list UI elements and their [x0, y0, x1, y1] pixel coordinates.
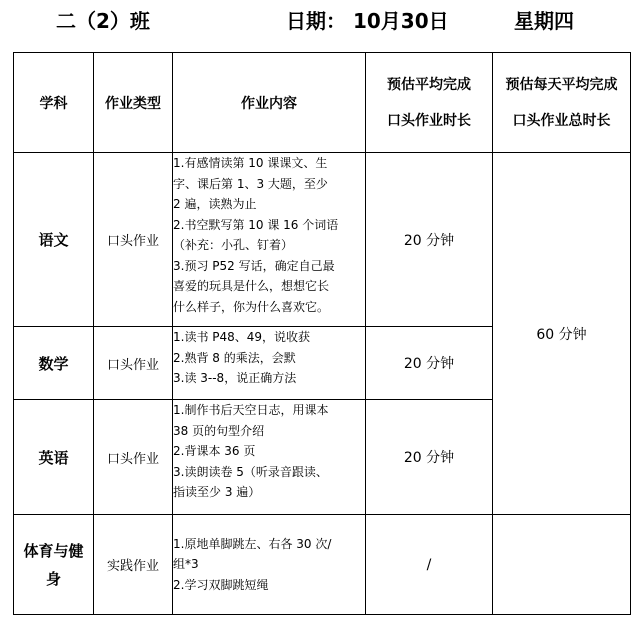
type-cell: 实践作业	[94, 515, 173, 615]
content-cell	[173, 327, 366, 400]
header-avg-time-line2: 口头作业时长	[387, 112, 471, 129]
daily-total-cell: 60 分钟	[493, 153, 631, 515]
content-line: 1.读书 P48、49，说收获	[173, 330, 311, 344]
content-line: 组*3	[173, 557, 199, 572]
table-row	[14, 153, 631, 327]
content-line: 3.读 3--8，说正确方法	[173, 371, 297, 385]
type-cell: 口头作业	[94, 400, 173, 515]
content-line: 2.熟背 8 的乘法，会默	[173, 350, 296, 365]
table-row	[14, 515, 631, 615]
content-cell	[173, 515, 366, 615]
header-type: 作业类型	[94, 53, 173, 153]
weekday-label: 星期四	[514, 9, 574, 33]
header-avg-time	[366, 53, 493, 153]
time-cell: /	[366, 515, 493, 615]
page-header	[0, 6, 642, 36]
content-line: 指读至少 3 遍）	[173, 485, 261, 499]
content-line: 字、课后第 1、3 大题，至少	[173, 176, 328, 191]
date-label: 日期： 10月30日	[286, 9, 449, 33]
content-line: 2.背课本 36 页	[173, 444, 256, 458]
class-name: 二（2）班	[56, 9, 150, 33]
content-line: 1.原地单脚跳左、右各 30 次/	[173, 536, 332, 551]
header-avg-time-line1: 预估平均完成	[387, 76, 471, 93]
subject-cell: 英语	[14, 400, 94, 515]
content-line: 1.有感情读第 10 课课文、生	[173, 156, 328, 170]
time-cell: 20 分钟	[366, 153, 493, 327]
type-cell: 口头作业	[94, 327, 173, 400]
content-line: 2.书空默写第 10 课 16 个词语	[173, 217, 339, 232]
content-cell	[173, 153, 366, 327]
time-cell: 20 分钟	[366, 400, 493, 515]
subject-cell	[14, 515, 94, 615]
content-line: 3.预习 P52 写话，确定自己最	[173, 258, 335, 273]
subject-cell: 语文	[14, 153, 94, 327]
homework-table	[13, 52, 631, 615]
header-daily-total-line2: 口头作业总时长	[512, 112, 611, 129]
header-subject: 学科	[14, 53, 94, 153]
content-line: 2.学习双脚跳短绳	[173, 577, 269, 592]
subject-line: 体育与健	[23, 541, 84, 560]
content-line: 1.制作书后天空日志，用课本	[173, 403, 329, 417]
header-daily-total-line1: 预估每天平均完成	[505, 76, 618, 93]
empty-cell	[493, 515, 631, 615]
content-line: 3.读朗读卷 5（听录音跟读、	[173, 464, 328, 479]
type-cell: 口头作业	[94, 153, 173, 327]
time-cell: 20 分钟	[366, 327, 493, 400]
content-line: 2 遍，读熟为止	[173, 197, 257, 211]
subject-cell: 数学	[14, 327, 94, 400]
header-content: 作业内容	[173, 53, 366, 153]
content-cell	[173, 400, 366, 515]
content-line: 什么样子，你为什么喜欢它。	[173, 299, 330, 314]
table-header-row	[14, 53, 631, 153]
content-line: 喜爱的玩具是什么，想想它长	[173, 279, 330, 293]
content-line: 38 页的句型介绍	[173, 423, 265, 438]
header-daily-total	[493, 53, 631, 153]
subject-line: 身	[45, 569, 61, 588]
content-line: （补充：小孔、钉着）	[173, 238, 294, 252]
